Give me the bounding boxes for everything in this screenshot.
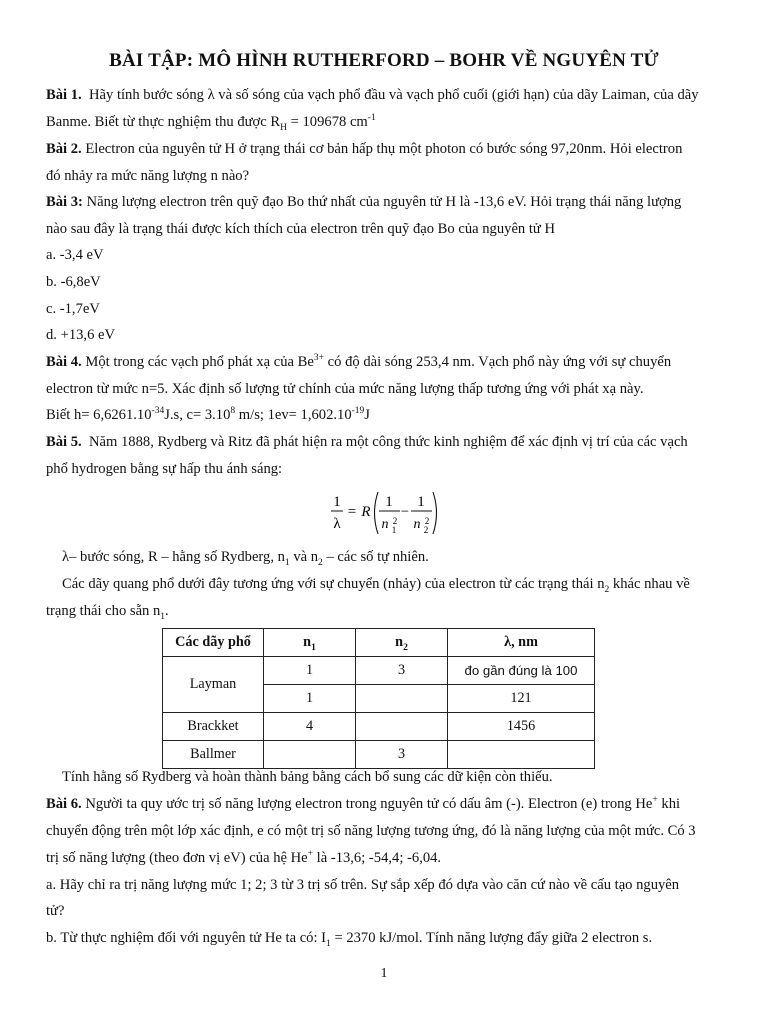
header-n1-sub: 1 [311, 642, 316, 653]
formula-minus: − [400, 504, 410, 520]
bai1-line1 [46, 86, 726, 104]
bai4-line3 [46, 406, 726, 424]
bai6-line5: tử? [46, 903, 65, 919]
header-lambda: λ, nm [448, 629, 595, 657]
bai5-legend [62, 548, 742, 566]
bai3-option-c: c. -1,7eV [46, 301, 100, 317]
bai5-desc1b: khác nhau về [609, 576, 690, 592]
formula-equals: = [347, 504, 357, 520]
header-n2 [356, 629, 448, 657]
page-title: BÀI TẬP: MÔ HÌNH RUTHERFORD – BOHR VỀ NGUYÊN TỬ [109, 50, 659, 71]
cell-layman: Layman [163, 657, 264, 713]
cell-r1-n1: 1 [264, 657, 356, 685]
cell-r2-n1: 1 [264, 685, 356, 713]
bai6-line2: chuyển động trên một lớp xác định, e có một trị số năng lượng tương ứng, đó là năng lượng của một mức. Có 3 [46, 823, 696, 839]
bai6-line3 [46, 849, 726, 867]
bai5-desc-line1 [62, 575, 742, 593]
bai5-line1 [46, 433, 726, 451]
bai5-desc2a: trạng thái cho sẵn n [46, 603, 161, 619]
bai6-label: Bài 6. [46, 796, 82, 812]
formula-R: R [361, 504, 371, 520]
bai3-option-a: a. -3,4 eV [46, 247, 104, 263]
bai1-label: Bài 1. [46, 87, 82, 103]
cell-r1-lambda: đo gần đúng là 100 [448, 657, 595, 685]
table-row [163, 713, 595, 741]
bai6-text3b: là -13,6; -54,4; -6,04. [313, 850, 442, 866]
bai5-legend-b: và n [289, 549, 319, 565]
bai6-text6a: b. Từ thực nghiệm đối với nguyên tử He ta có: I [46, 930, 327, 946]
formula-t2-sub: 2 [423, 525, 429, 535]
cell-r4-n1 [264, 741, 356, 769]
bai1-rh-subscript: H [280, 122, 287, 133]
rydberg-formula [330, 488, 440, 538]
bai6-line4: a. Hãy chỉ ra trị năng lượng mức 1; 2; 3 từ 3 trị số trên. Sự sắp xếp đó dựa vào căn cứ nào về cấu tạo nguyên [46, 877, 680, 893]
bai4-text1a: Một trong các vạch phổ phát xạ của Be [85, 354, 314, 370]
bai5-line2: phổ hydrogen bằng sự hấp thu ánh sáng: [46, 461, 283, 477]
bai1-text2b: = 109678 cm [286, 114, 368, 130]
formula-lhs-den: λ [333, 516, 341, 532]
bai5-legend-c: – các số tự nhiên. [322, 549, 429, 565]
cell-r3-lambda: 1456 [448, 713, 595, 741]
bai1-text2a: Banme. Biết từ thực nghiệm thu được R [46, 114, 281, 130]
formula-t2-num: 1 [417, 494, 425, 510]
cell-r3-n2 [356, 713, 448, 741]
bai3-option-b: b. -6,8eV [46, 274, 101, 290]
bai3-line2: nào sau đây là trạng thái được kích thích của electron trên quỹ đạo Bo của nguyên tử H [46, 221, 556, 237]
bai5-desc2b: . [165, 603, 169, 619]
bai5-text1: Năm 1888, Rydberg và Ritz đã phát hiện ra một công thức kinh nghiệm để xác định vị trí của các vạch [88, 434, 688, 450]
bai6-line1 [46, 795, 726, 813]
bai3-option-d: d. +13,6 eV [46, 327, 116, 343]
formula-t2-sup: 2 [424, 516, 430, 526]
bai2-line1 [46, 140, 726, 158]
bai1-line2 [46, 113, 726, 131]
bai5-desc1-sub: 2 [604, 584, 610, 595]
formula-t2-den: n [413, 517, 421, 532]
bai3-text1: Năng lượng electron trên quỹ đạo Bo thứ nhất của nguyên tử H là -13,6 eV. Hỏi trạng thái năng lượng [86, 194, 682, 210]
bai6-sup3: + [307, 849, 313, 860]
bai6-text3a: trị số năng lượng (theo đơn vị eV) của hệ He [46, 850, 308, 866]
bai6-sup1: + [652, 795, 658, 806]
formula-t1-den: n [381, 517, 389, 532]
formula-t1-sub: 1 [391, 525, 397, 535]
bai4-text3c: m/s; 1ev= 1,602.10 [235, 407, 352, 423]
bai5-legend-sub1: 1 [284, 557, 290, 568]
cell-ballmer: Ballmer [163, 741, 264, 769]
bai4-text3d: J [364, 407, 370, 423]
cell-r2-n2 [356, 685, 448, 713]
formula-left-paren [375, 492, 379, 534]
page-number: 1 [380, 966, 388, 981]
bai4-text3a: Biết h= 6,6261.10 [46, 407, 152, 423]
bai4-label: Bài 4. [46, 354, 82, 370]
table-row [163, 741, 595, 769]
bai5-desc1a: Các dãy quang phổ dưới đây tương ứng với sự chuyển (nhảy) của electron từ các trạng thái n [62, 576, 605, 592]
bai4-line1 [46, 353, 726, 371]
formula-right-paren [433, 492, 437, 534]
bai1-unit-superscript: -1 [367, 113, 376, 124]
formula-t1-num: 1 [385, 494, 393, 510]
bai5-label: Bài 5. [46, 434, 82, 450]
bai6-text1a: Người ta quy ước trị số năng lượng electron trong nguyên tử có dấu âm (-). Electron (e) trong He [85, 796, 653, 812]
table-header-row [163, 629, 595, 657]
formula-lhs-num: 1 [333, 494, 341, 510]
bai2-text1: Electron của nguyên tử H ở trạng thái cơ bản hấp thụ một photon có bước sóng 97,20nm. Hỏi electron [85, 141, 683, 157]
bai4-sup1: -34 [151, 406, 165, 417]
bai6-line6 [46, 929, 726, 947]
bai5-legend-a: λ– bước sóng, R – hằng số Rydberg, n [62, 549, 285, 565]
header-n2-text: n [395, 634, 404, 650]
bai3-label: Bài 3: [46, 194, 83, 210]
spectral-series-table [162, 628, 595, 769]
bai4-sup2: 8 [230, 406, 236, 417]
header-n2-sub: 2 [403, 642, 408, 653]
bai2-label: Bài 2. [46, 141, 82, 157]
header-n1-text: n [303, 634, 312, 650]
bai4-text1b: có độ dài sóng 253,4 nm. Vạch phổ này ứng với sự chuyển [324, 354, 672, 370]
bai4-sup3: -19 [351, 406, 365, 417]
bai5-after: Tính hằng số Rydberg và hoàn thành bảng bằng cách bổ sung các dữ kiện còn thiếu. [62, 769, 553, 785]
bai6-text1b: khi [657, 796, 681, 812]
bai1-text1: Hãy tính bước sóng λ và số sóng của vạch phổ đầu và vạch phổ cuối (giới hạn) của dãy Laiman, của dãy [88, 87, 699, 103]
bai6-sub6: 1 [326, 938, 331, 949]
bai2-line2: đó nhảy ra mức năng lượng n nào? [46, 168, 250, 184]
cell-r1-n2: 3 [356, 657, 448, 685]
header-series: Các dãy phổ [163, 629, 264, 657]
cell-r3-n1: 4 [264, 713, 356, 741]
bai4-line2: electron từ mức n=5. Xác định số lượng tử chính của mức năng lượng thấp tương ứng với phát xạ này. [46, 381, 644, 397]
cell-r2-lambda: 121 [448, 685, 595, 713]
formula-t1-sup: 2 [392, 516, 398, 526]
cell-r4-lambda [448, 741, 595, 769]
header-n1 [264, 629, 356, 657]
bai5-legend-sub2: 2 [318, 557, 323, 568]
bai4-text3b: J.s, c= 3.10 [164, 407, 231, 423]
cell-brackket: Brackket [163, 713, 264, 741]
bai5-desc2-sub: 1 [160, 611, 166, 622]
cell-r4-n2: 3 [356, 741, 448, 769]
bai4-charge-superscript: 3+ [313, 353, 325, 364]
table-row [163, 657, 595, 685]
bai5-desc-line2 [46, 602, 726, 620]
bai6-text6b: = 2370 kJ/mol. Tính năng lượng đẩy giữa 2 electron s. [330, 930, 653, 946]
bai3-line1 [46, 193, 726, 211]
